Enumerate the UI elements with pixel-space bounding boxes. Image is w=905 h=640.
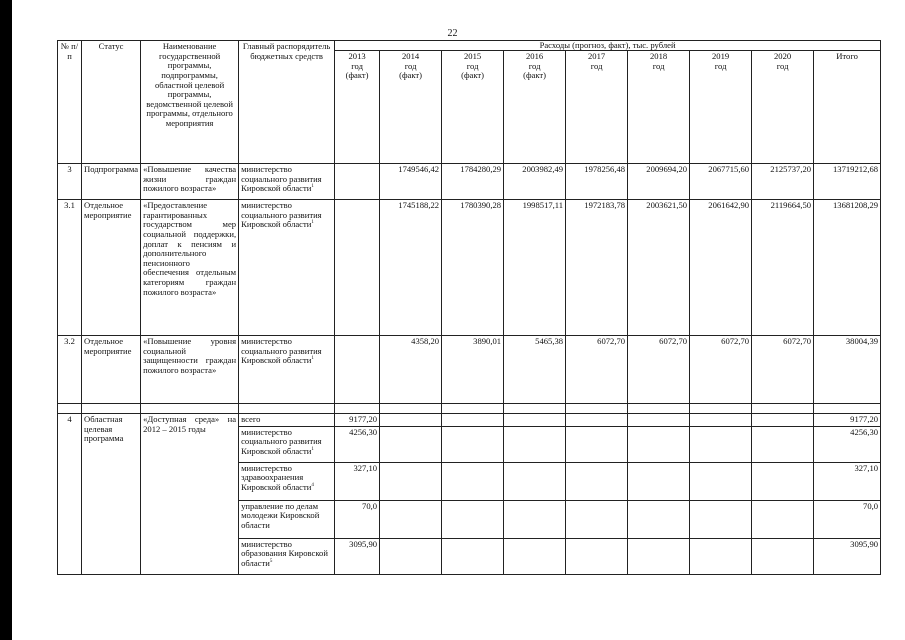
value-cell: 1780390,28 [442,200,504,336]
value-cell [566,426,628,462]
value-cell: 6072,70 [690,336,752,404]
value-cell: 3890,01 [442,336,504,404]
value-cell: 1978256,48 [566,164,628,200]
value-cell [566,538,628,574]
scan-left-border [0,0,12,640]
row-num: 3.2 [58,336,82,404]
year-unit: год [351,60,363,71]
table-row [58,414,881,427]
value-cell [690,414,752,427]
row-status: Отдельное мероприятие [82,200,141,336]
value-cell [690,426,752,462]
header-year-2017 [566,51,628,164]
row-distributor [239,164,335,200]
row-name: «Предоставление гарантированных государством мер социальной поддержки, доплат к пенсиям и дополнительного пенсионного обеспечения отдельным категориям граждан пожилого возраста» [141,200,239,336]
value-cell: 70,0 [814,500,881,538]
footnote-mark: 5 [269,559,273,565]
spacer-cell [690,404,752,414]
value-cell: 13681208,29 [814,200,881,336]
row-distributor [239,538,335,574]
value-cell [690,462,752,500]
spacer-cell [442,404,504,414]
header-row-1 [58,41,881,51]
value-cell [690,538,752,574]
row-name: «Повышение уровня социальной защищенности граждан пожилого возраста» [141,336,239,404]
header-total: Итого [814,51,881,164]
year-unit: год [404,60,417,71]
page-number: 22 [447,28,458,39]
value-cell: 6072,70 [628,336,690,404]
header-status: Статус [82,41,141,164]
value-cell [504,500,566,538]
spacer-cell [335,404,380,414]
row-distributor [239,414,335,427]
spacer-cell [566,404,628,414]
year-value: 2019 [712,51,730,61]
value-cell [442,500,504,538]
value-cell: 2003982,49 [504,164,566,200]
spacer-cell [239,404,335,414]
value-cell: 9177,20 [335,414,380,427]
value-cell: 1749546,42 [380,164,442,200]
value-cell: 2003621,50 [628,200,690,336]
spacer-cell [58,404,82,414]
row-status: Отдельное мероприятие [82,336,141,404]
distributor-text: министерство социального развития Кировской области [241,336,322,366]
value-cell: 2119664,50 [752,200,814,336]
footnote-mark: 1 [311,356,314,362]
value-cell [380,426,442,462]
value-cell [504,538,566,574]
row-num: 3 [58,164,82,200]
year-value: 2013 [348,51,366,61]
value-cell [380,538,442,574]
value-cell: 38004,39 [814,336,881,404]
row-name: «Доступная среда» на 2012 – 2015 годы [141,414,239,575]
value-cell [690,500,752,538]
spacer-cell [814,404,881,414]
value-cell [442,462,504,500]
value-cell [504,426,566,462]
footnote-mark: 4 [311,483,314,489]
value-cell [628,538,690,574]
spacer-cell [504,404,566,414]
value-cell [442,426,504,462]
value-cell: 1998517,11 [504,200,566,336]
value-cell [380,462,442,500]
spacer-cell [752,404,814,414]
year-value: 2016 [526,51,544,61]
expenses-table [57,40,881,575]
value-cell: 327,10 [335,462,380,500]
value-cell: 1784280,29 [442,164,504,200]
header-year-2015 [442,51,504,164]
value-cell: 4358,20 [380,336,442,404]
header-year-2019 [690,51,752,164]
row-name: «Повышение качества жизни граждан пожилого возраста» [141,164,239,200]
value-cell: 3095,90 [814,538,881,574]
header-year-2018 [628,51,690,164]
year-unit: год [590,60,603,71]
distributor-text: министерство здравоохранения Кировской области [241,462,312,492]
value-cell: 1745188,22 [380,200,442,336]
value-cell [752,414,814,427]
value-cell [566,414,628,427]
spacer-cell [141,404,239,414]
value-cell [752,500,814,538]
value-cell [628,462,690,500]
value-cell [752,462,814,500]
header-expenses-group: Расходы (прогноз, факт), тыс. рублей [335,41,881,51]
distributor-text: министерство социального развития Кировской области [241,200,322,230]
spacer-row [58,404,881,414]
distributor-text: управление по делам молодежи Кировской области [241,500,320,530]
value-cell [566,462,628,500]
year-value: 2014 [402,51,420,61]
row-distributor [239,336,335,404]
year-value: 2017 [588,51,606,61]
value-cell [442,414,504,427]
year-value: 2018 [650,51,668,61]
year-unit: год [776,60,789,71]
footnote-mark: 1 [311,184,314,190]
spacer-cell [380,404,442,414]
value-cell: 5465,38 [504,336,566,404]
footnote-mark: 1 [311,220,314,226]
table-row [58,200,881,336]
value-cell [442,538,504,574]
value-cell: 4256,30 [335,426,380,462]
header-year-2013 [335,51,380,164]
year-unit: год [714,60,727,71]
table-row [58,164,881,200]
value-cell [504,414,566,427]
year-note: (факт) [345,70,369,81]
value-cell [628,426,690,462]
row-status: Областная целевая программа [82,414,141,575]
value-cell: 2067715,60 [690,164,752,200]
spacer-cell [628,404,690,414]
row-num: 3.1 [58,200,82,336]
value-cell [380,500,442,538]
year-value: 2015 [464,51,482,61]
value-cell: 3095,90 [335,538,380,574]
value-cell [752,538,814,574]
value-cell: 2125737,20 [752,164,814,200]
row-distributor [239,500,335,538]
header-year-2014 [380,51,442,164]
value-cell: 70,0 [335,500,380,538]
value-cell [380,414,442,427]
value-cell: 4256,30 [814,426,881,462]
row-distributor [239,200,335,336]
year-unit: год [652,60,665,71]
header-distributor: Главный распорядитель бюджетных средств [239,41,335,164]
spacer-cell [82,404,141,414]
year-note: (факт) [523,70,547,81]
value-cell [335,336,380,404]
table-row [58,336,881,404]
header-name: Наименование государственной программы, подпрограммы, областной целевой программы, ведомственной целевой программы, отдельного мероприятия [141,41,239,164]
value-cell: 2009694,20 [628,164,690,200]
row-num: 4 [58,414,82,575]
row-distributor [239,426,335,462]
distributor-text: министерство социального развития Кировской области [241,164,322,194]
value-cell: 6072,70 [752,336,814,404]
distributor-text: министерство социального развития Кировской области [241,426,322,456]
distributor-text: всего [241,414,261,424]
value-cell: 9177,20 [814,414,881,427]
header-num: № п/п [58,41,82,164]
header-year-2016 [504,51,566,164]
value-cell [566,500,628,538]
value-cell: 1972183,78 [566,200,628,336]
year-note: (факт) [399,70,423,81]
value-cell [752,426,814,462]
value-cell [628,500,690,538]
value-cell [504,462,566,500]
year-value: 2020 [774,51,792,61]
row-status: Подпрограмма [82,164,141,200]
value-cell: 327,10 [814,462,881,500]
row-distributor [239,462,335,500]
value-cell: 2061642,90 [690,200,752,336]
footnote-mark: 1 [311,447,314,453]
distributor-text: министерство образования Кировской области [241,538,328,568]
value-cell: 13719212,68 [814,164,881,200]
header-year-2020 [752,51,814,164]
year-note: (факт) [461,70,485,81]
value-cell [335,164,380,200]
year-unit: год [466,60,479,71]
year-unit: год [528,60,541,71]
value-cell [628,414,690,427]
value-cell: 6072,70 [566,336,628,404]
value-cell [335,200,380,336]
